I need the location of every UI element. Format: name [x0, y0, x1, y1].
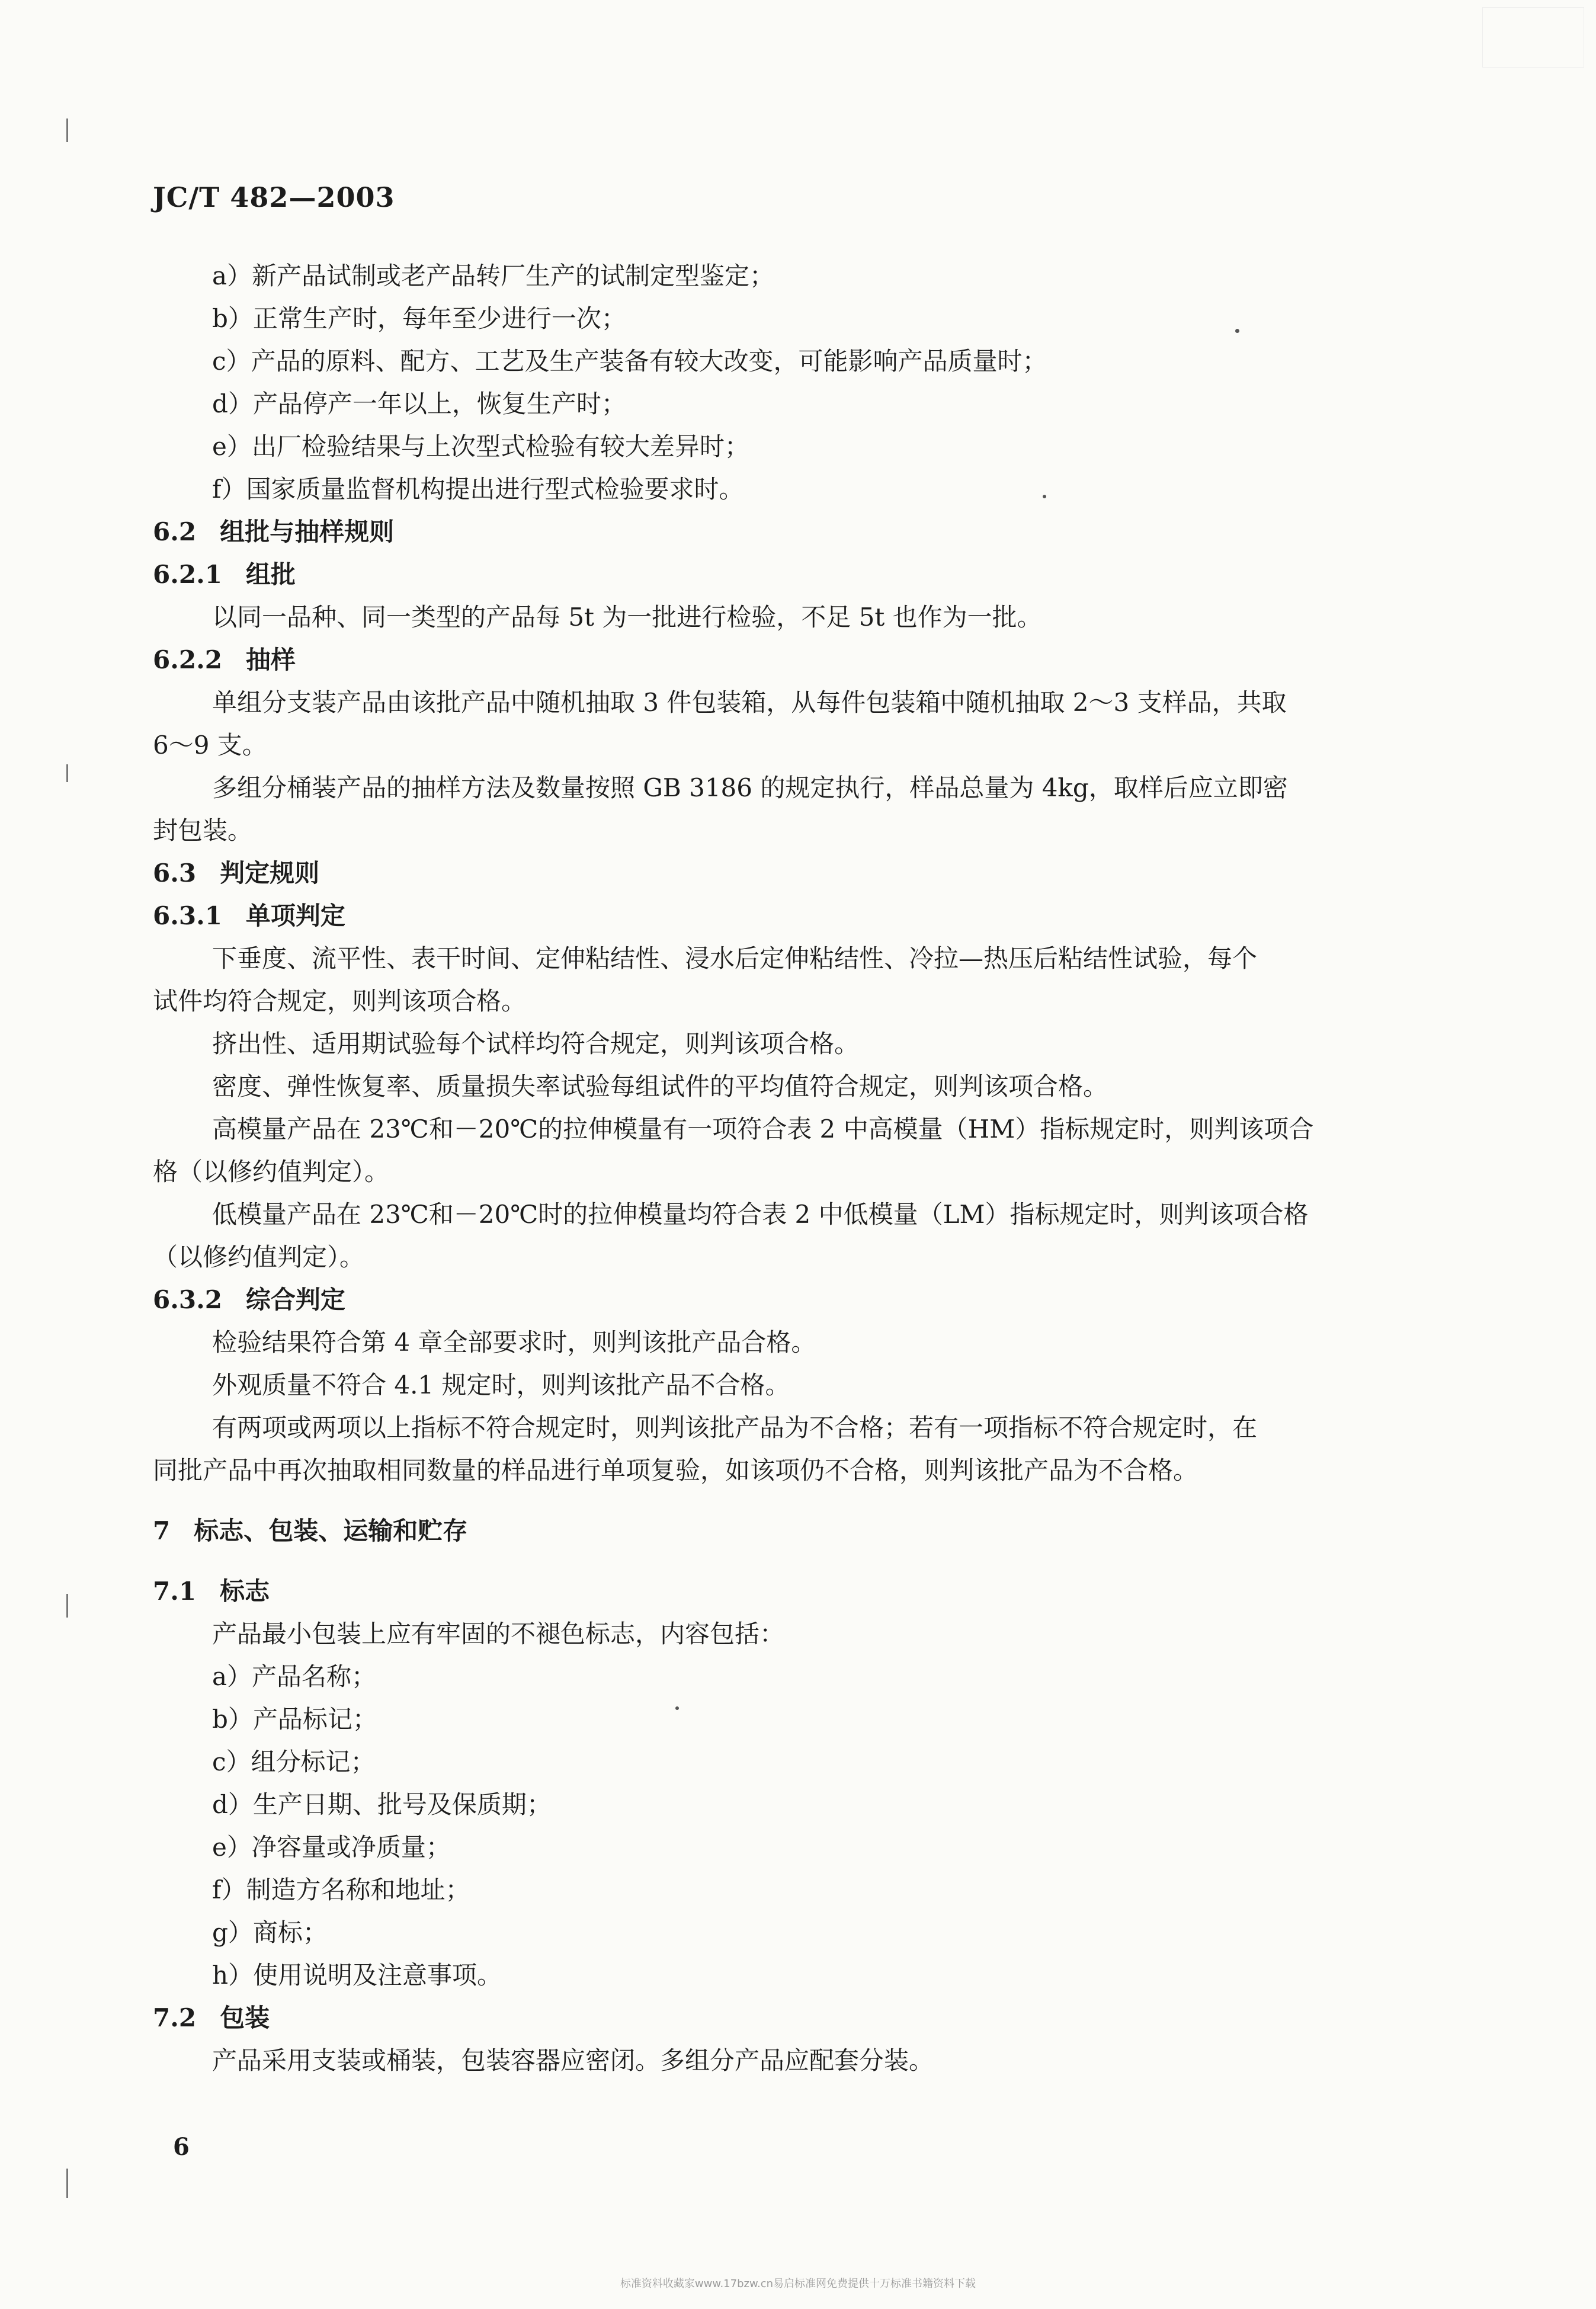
line-text: 高模量产品在 23℃和－20℃的拉伸模量有一项符合表 2 中高模量（HM）指标规定时，则判该项合 [212, 1115, 1314, 1144]
heading-number: 6.3 [153, 859, 197, 888]
list-item [153, 1826, 1432, 1869]
line-text: 试件均符合规定，则判该项合格。 [153, 987, 527, 1016]
line-text: 标志 [220, 1577, 270, 1606]
margin-mark [66, 1594, 68, 1618]
paragraph-line [153, 809, 1432, 852]
paragraph-line [153, 767, 1432, 809]
section-heading [153, 1570, 1432, 1613]
line-text: b）产品标记； [212, 1705, 377, 1734]
list-item [153, 1698, 1432, 1741]
paragraph-line [153, 1321, 1432, 1364]
line-text: 产品最小包装上应有牢固的不褪色标志，内容包括： [212, 1619, 785, 1648]
line-text: 单项判定 [245, 901, 345, 930]
list-item [153, 425, 1432, 468]
margin-mark [66, 764, 68, 782]
margin-mark [66, 119, 68, 142]
line-text: e）净容量或净质量； [212, 1833, 451, 1862]
heading-number: 7 [153, 1516, 171, 1545]
heading-number: 7.1 [153, 1577, 197, 1606]
line-text: 组批与抽样规则 [220, 517, 395, 546]
paragraph-line [153, 1193, 1432, 1236]
line-text: 6～9 支。 [153, 731, 267, 760]
heading-number: 6.2 [153, 517, 197, 546]
line-text: h）使用说明及注意事项。 [212, 1961, 502, 1990]
line-text: 多组分桶装产品的抽样方法及数量按照 GB 3186 的规定执行，样品总量为 4kg，取样后应立即密 [212, 773, 1288, 802]
line-text: 以同一品种、同一类型的产品每 5t 为一批进行检验，不足 5t 也作为一批。 [212, 603, 1042, 632]
footer-watermark: 标准资料收藏家www.17bzw.cn易启标准网免费提供十万标准书籍资料下载 [620, 2278, 976, 2290]
line-text: 密度、弹性恢复率、质量损失率试验每组试件的平均值符合规定，则判该项合格。 [212, 1072, 1108, 1101]
list-item [153, 1869, 1432, 1911]
paragraph-line [153, 937, 1432, 980]
corner-stamp [1482, 7, 1584, 68]
line-text: b）正常生产时，每年至少进行一次； [212, 304, 626, 333]
paragraph-line [153, 724, 1432, 767]
line-text: 综合判定 [245, 1285, 345, 1314]
line-text: 封包装。 [153, 816, 253, 845]
list-item [153, 468, 1432, 511]
line-text: e）出厂检验结果与上次型式检验有较大差异时； [212, 432, 749, 461]
paragraph-line [153, 980, 1432, 1023]
line-text: f）国家质量监督机构提出进行型式检验要求时。 [212, 475, 744, 504]
list-item [153, 1783, 1432, 1826]
list-item [153, 340, 1432, 383]
paragraph-line [153, 596, 1432, 639]
line-text: f）制造方名称和地址； [212, 1875, 470, 1904]
line-text: g）商标； [212, 1918, 328, 1947]
list-item [153, 1954, 1432, 1997]
heading-number: 6.2.2 [153, 645, 222, 674]
document-body [153, 255, 1432, 2082]
line-text: 抽样 [245, 645, 296, 674]
paragraph-line [153, 1449, 1432, 1492]
line-text: d）生产日期、批号及保质期； [212, 1790, 552, 1819]
heading-number: 6.3.2 [153, 1285, 222, 1314]
line-text: a）产品名称； [212, 1662, 377, 1691]
paragraph-line [153, 681, 1432, 724]
section-heading [153, 895, 1432, 937]
list-item [153, 1655, 1432, 1698]
line-text: d）产品停产一年以上，恢复生产时； [212, 389, 626, 418]
standard-code-header: JC/T 482—2003 [153, 181, 395, 213]
heading-number: 6.3.1 [153, 901, 222, 930]
paragraph-line [153, 1364, 1432, 1407]
line-text: 格（以修约值判定）。 [153, 1157, 390, 1186]
line-text: c）产品的原料、配方、工艺及生产装备有较大改变，可能影响产品质量时； [212, 347, 1047, 376]
section-heading [153, 1279, 1432, 1321]
list-item [153, 1741, 1432, 1783]
heading-number: 6.2.1 [153, 560, 222, 589]
chapter-heading [153, 1510, 1432, 1552]
list-item [153, 297, 1432, 340]
line-text: 下垂度、流平性、表干时间、定伸粘结性、浸水后定伸粘结性、冷拉—热压后粘结性试验，每个 [212, 944, 1258, 973]
line-text: a）新产品试制或老产品转厂生产的试制定型鉴定； [212, 261, 775, 290]
heading-number: 7.2 [153, 2003, 197, 2032]
section-heading [153, 852, 1432, 895]
paragraph-line [153, 1236, 1432, 1279]
line-text: c）组分标记； [212, 1747, 376, 1776]
margin-mark [66, 2169, 68, 2198]
line-text: 组批 [245, 560, 296, 589]
line-text: （以修约值判定）。 [153, 1242, 365, 1272]
paragraph-line [153, 1108, 1432, 1151]
line-text: 产品采用支装或桶装，包装容器应密闭。多组分产品应配套分装。 [212, 2046, 934, 2075]
paragraph-line [153, 2039, 1432, 2082]
paragraph-line [153, 1023, 1432, 1065]
line-text: 检验结果符合第 4 章全部要求时，则判该批产品合格。 [212, 1328, 816, 1357]
line-text: 同批产品中再次抽取相同数量的样品进行单项复验，如该项仍不合格，则判该批产品为不合格。 [153, 1456, 1198, 1485]
line-text: 低模量产品在 23℃和－20℃时的拉伸模量均符合表 2 中低模量（LM）指标规定时，则判该项合格 [212, 1200, 1309, 1229]
list-item [153, 1911, 1432, 1954]
paragraph-line [153, 1613, 1432, 1655]
list-item [153, 255, 1432, 297]
line-text: 判定规则 [220, 859, 320, 888]
line-text: 单组分支装产品由该批产品中随机抽取 3 件包装箱，从每件包装箱中随机抽取 2～3 支样品，共取 [212, 688, 1287, 717]
line-text: 标志、包装、运输和贮存 [194, 1516, 468, 1545]
section-heading [153, 1997, 1432, 2039]
line-text: 外观质量不符合 4.1 规定时，则判该批产品不合格。 [212, 1370, 790, 1400]
section-heading [153, 639, 1432, 681]
list-item [153, 383, 1432, 425]
line-text: 挤出性、适用期试验每个试样均符合规定，则判该项合格。 [212, 1029, 860, 1058]
paragraph-line [153, 1065, 1432, 1108]
paragraph-line [153, 1151, 1432, 1193]
section-heading [153, 511, 1432, 553]
line-text: 包装 [220, 2003, 270, 2032]
paragraph-line [153, 1407, 1432, 1449]
page-number: 6 [173, 2133, 190, 2161]
section-heading [153, 553, 1432, 596]
line-text: 有两项或两项以上指标不符合规定时，则判该批产品为不合格；若有一项指标不符合规定时，在 [212, 1413, 1258, 1442]
